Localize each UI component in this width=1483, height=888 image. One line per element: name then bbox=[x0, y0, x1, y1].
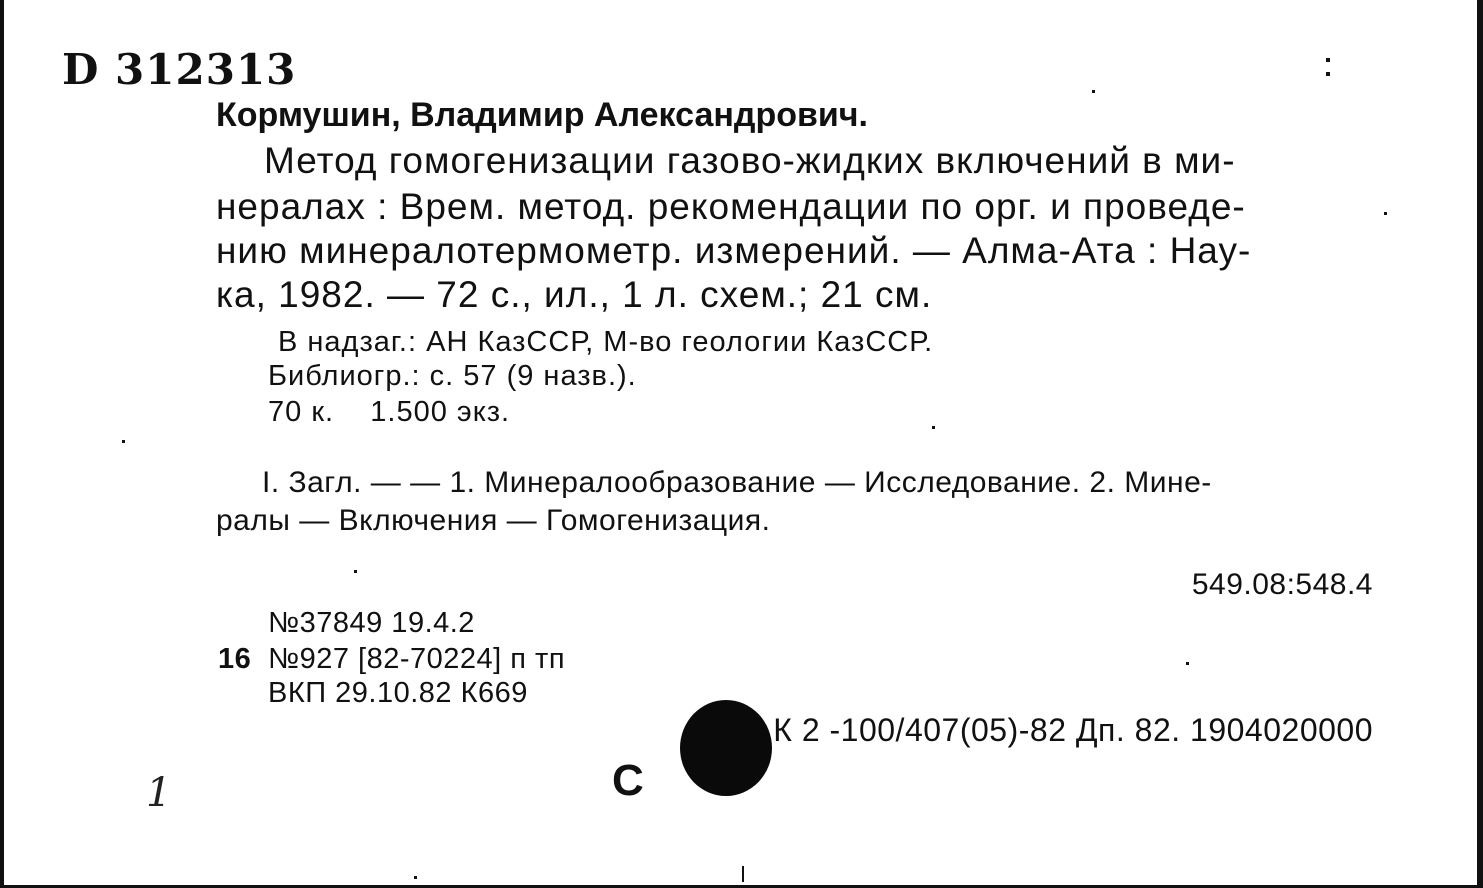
call-number: D 312313 bbox=[62, 45, 297, 94]
registry-line-1: №37849 19.4.2 bbox=[268, 607, 475, 639]
note-line-2: Библиогр.: с. 57 (9 назв.). bbox=[268, 360, 637, 392]
copies-count: 16 bbox=[218, 643, 252, 675]
handwritten-mark: 1 bbox=[146, 770, 172, 816]
bbk-code-line: К 2 -100/407(05)-82 Дп. 82. 1904020000 bbox=[773, 712, 1373, 748]
subjects-line-2: ралы — Включения — Гомогенизация. bbox=[216, 504, 771, 537]
punch-hole bbox=[680, 700, 772, 796]
dust-speck bbox=[1384, 212, 1387, 215]
title-line-3: нию минералотермометр. измерений. — Алма-Ата : Нау- bbox=[216, 230, 1252, 271]
registry-line-2: №927 [82-70224] п тп bbox=[268, 643, 566, 675]
udc-code: 549.08:548.4 bbox=[1191, 568, 1373, 601]
title-line-2: нералах : Врем. метод. рекомендации по орг. и проведе- bbox=[216, 186, 1246, 227]
dust-speck bbox=[1186, 662, 1189, 665]
dust-speck bbox=[1326, 58, 1330, 62]
title-line-1: Метод гомогенизации газово-жидких включений в ми- bbox=[264, 140, 1236, 181]
dust-speck bbox=[122, 440, 125, 443]
author-heading: Кормушин, Владимир Александрович. bbox=[216, 96, 868, 134]
registry-line-3: ВКП 29.10.82 К669 bbox=[268, 677, 528, 709]
note-line-3: 70 к. 1.500 экз. bbox=[268, 396, 511, 428]
dust-speck bbox=[932, 426, 935, 429]
copyright-mark: С bbox=[612, 756, 644, 805]
dust-speck bbox=[1326, 72, 1330, 76]
note-line-1: В надзаг.: АН КазССР, М-во геологии КазССР. bbox=[278, 326, 934, 358]
dust-speck bbox=[414, 876, 417, 879]
dust-speck bbox=[1092, 90, 1095, 93]
subjects-line-1: I. Загл. — — 1. Минералообразование — Исследование. 2. Мине- bbox=[262, 466, 1212, 499]
title-line-4: ка, 1982. — 72 с., ил., 1 л. схем.; 21 см. bbox=[216, 274, 933, 315]
dust-speck bbox=[742, 866, 744, 882]
dust-speck bbox=[354, 570, 357, 573]
